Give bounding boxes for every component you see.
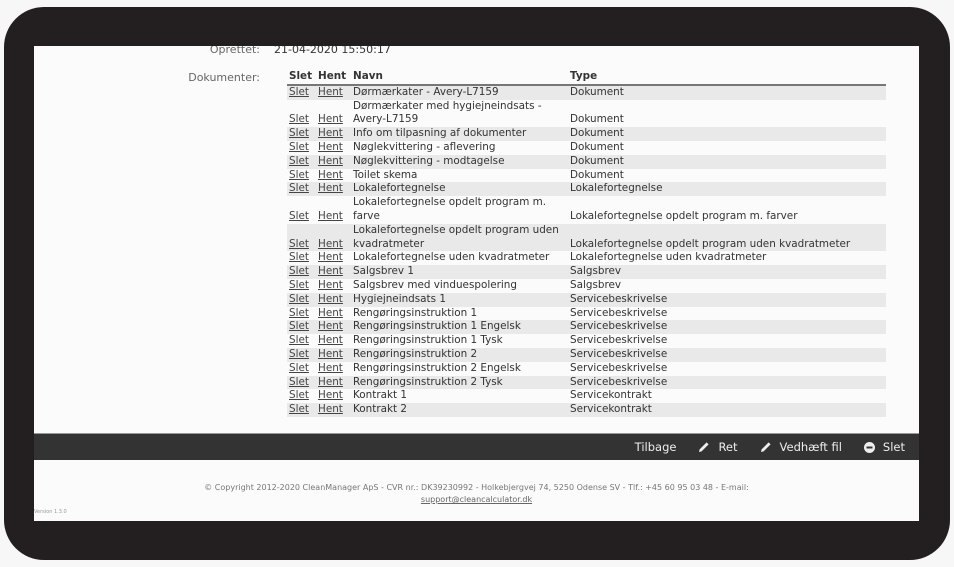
table-row [287, 279, 886, 293]
delete-cell [287, 196, 316, 224]
created-row [34, 46, 391, 56]
document-type: Dokument [570, 168, 624, 181]
delete-document-link[interactable]: Slet [289, 85, 309, 98]
delete-cell [287, 389, 316, 403]
document-name: Avery-L7159 [353, 113, 419, 126]
table-row [287, 100, 886, 128]
type-cell [568, 100, 886, 128]
table-row [287, 320, 886, 334]
download-cell [316, 279, 351, 293]
pencil-icon [698, 441, 710, 453]
document-name: farve [353, 209, 380, 222]
delete-label: Slet [882, 440, 905, 454]
edit-button[interactable] [698, 440, 737, 454]
document-type: Servicebeskrivelse [570, 306, 668, 319]
delete-document-link[interactable]: Slet [289, 127, 309, 140]
delete-document-link[interactable]: Slet [289, 320, 309, 333]
type-cell [568, 293, 886, 307]
download-document-link[interactable]: Hent [318, 237, 343, 250]
download-document-link[interactable]: Hent [318, 334, 343, 347]
download-document-link[interactable]: Hent [318, 320, 343, 333]
document-name: Lokalefortegnelse [353, 182, 446, 195]
download-cell [316, 100, 351, 128]
table-row [287, 376, 886, 390]
minus-circle-icon [864, 442, 875, 453]
download-cell [316, 127, 351, 141]
delete-cell [287, 141, 316, 155]
name-cell [351, 293, 568, 307]
document-name: Hygiejneindsats 1 [353, 292, 446, 305]
documents-label: Dokumenter: [188, 71, 260, 84]
name-cell [351, 389, 568, 403]
name-cell [351, 265, 568, 279]
download-document-link[interactable]: Hent [318, 209, 343, 222]
download-document-link[interactable]: Hent [318, 361, 343, 374]
download-document-link[interactable]: Hent [318, 85, 343, 98]
document-type: Dokument [570, 140, 624, 153]
download-cell [316, 196, 351, 224]
type-cell [568, 376, 886, 390]
type-cell [568, 224, 886, 252]
created-label: Oprettet: [209, 46, 260, 56]
document-type: Servicebeskrivelse [570, 347, 668, 360]
back-button[interactable] [635, 440, 677, 454]
table-row [287, 169, 886, 183]
download-cell [316, 348, 351, 362]
delete-cell [287, 182, 316, 196]
delete-cell [287, 376, 316, 390]
document-name: Rengøringsinstruktion 1 Engelsk [353, 320, 521, 333]
download-document-link[interactable]: Hent [318, 347, 343, 360]
type-cell [568, 251, 886, 265]
download-cell [316, 293, 351, 307]
table-row [287, 334, 886, 348]
download-cell [316, 403, 351, 417]
header-hent: Hent [316, 70, 351, 85]
delete-cell [287, 265, 316, 279]
table-row [287, 155, 886, 169]
document-name-line1: Dørmærkater med hygiejneindsats - [353, 99, 542, 112]
table-row [287, 224, 886, 252]
type-cell [568, 196, 886, 224]
type-cell [568, 307, 886, 321]
delete-cell [287, 85, 316, 100]
document-type: Lokalefortegnelse uden kvadratmeter [570, 251, 767, 264]
download-document-link[interactable]: Hent [318, 113, 343, 126]
download-document-link[interactable]: Hent [318, 140, 343, 153]
delete-cell [287, 224, 316, 252]
delete-document-link[interactable]: Slet [289, 403, 309, 416]
download-document-link[interactable]: Hent [318, 127, 343, 140]
document-type: Lokalefortegnelse [570, 182, 663, 195]
download-cell [316, 251, 351, 265]
name-cell [351, 100, 568, 128]
delete-button[interactable] [864, 440, 905, 454]
name-cell [351, 155, 568, 169]
download-document-link[interactable]: Hent [318, 403, 343, 416]
download-cell [316, 224, 351, 252]
document-type: Servicebeskrivelse [570, 334, 668, 347]
screen [34, 46, 919, 521]
type-cell [568, 362, 886, 376]
document-type: Lokalefortegnelse opdelt program uden kvadratmeter [570, 237, 851, 250]
document-type: Servicekontrakt [570, 403, 652, 416]
document-name: Salgsbrev med vinduespolering [353, 278, 517, 291]
type-cell [568, 265, 886, 279]
delete-document-link[interactable]: Slet [289, 306, 309, 319]
document-type: Dokument [570, 85, 624, 98]
name-cell [351, 348, 568, 362]
delete-document-link[interactable]: Slet [289, 140, 309, 153]
delete-document-link[interactable]: Slet [289, 334, 309, 347]
document-name: Nøglekvittering - modtagelse [353, 154, 505, 167]
footer [34, 460, 919, 521]
document-name: Rengøringsinstruktion 2 Tysk [353, 375, 503, 388]
delete-cell [287, 293, 316, 307]
type-cell [568, 279, 886, 293]
delete-cell [287, 279, 316, 293]
table-row [287, 403, 886, 417]
delete-document-link[interactable]: Slet [289, 113, 309, 126]
version-label: Version 1.3.0 [34, 509, 67, 515]
document-type: Servicekontrakt [570, 389, 652, 402]
download-document-link[interactable]: Hent [318, 375, 343, 388]
download-document-link[interactable]: Hent [318, 182, 343, 195]
name-cell [351, 320, 568, 334]
download-document-link[interactable]: Hent [318, 265, 343, 278]
table-row [287, 293, 886, 307]
type-cell [568, 320, 886, 334]
table-header-row [287, 70, 886, 85]
attach-file-button[interactable] [760, 440, 842, 454]
name-cell [351, 307, 568, 321]
delete-cell [287, 403, 316, 417]
delete-cell [287, 320, 316, 334]
back-label: Tilbage [634, 440, 677, 454]
document-name: Nøglekvittering - aflevering [353, 140, 496, 153]
document-type: Dokument [570, 127, 624, 140]
delete-cell [287, 362, 316, 376]
name-cell [351, 196, 568, 224]
action-bar [34, 433, 919, 460]
document-type: Salgsbrev [570, 265, 622, 278]
name-cell [351, 141, 568, 155]
name-cell [351, 362, 568, 376]
download-document-link[interactable]: Hent [318, 306, 343, 319]
download-cell [316, 85, 351, 100]
table-row [287, 141, 886, 155]
download-cell [316, 169, 351, 183]
delete-cell [287, 307, 316, 321]
table-row [287, 85, 886, 100]
delete-cell [287, 169, 316, 183]
download-document-link[interactable]: Hent [318, 168, 343, 181]
table-row [287, 362, 886, 376]
header-slet: Slet [287, 70, 316, 85]
name-cell [351, 127, 568, 141]
download-cell [316, 265, 351, 279]
delete-document-link[interactable]: Slet [289, 265, 309, 278]
delete-document-link[interactable]: Slet [289, 278, 309, 291]
download-cell [316, 182, 351, 196]
document-name: Kontrakt 1 [353, 389, 407, 402]
document-type: Servicebeskrivelse [570, 320, 668, 333]
name-cell [351, 169, 568, 183]
delete-document-link[interactable]: Slet [289, 168, 309, 181]
document-name: Salgsbrev 1 [353, 265, 414, 278]
document-name: kvadratmeter [353, 237, 425, 250]
copyright-text: © Copyright 2012-2020 CleanManager ApS - CVR nr.: DK39230992 - Holkebjergvej 74, 5250 Odense SV - Tlf.: +45 60 95 03 48 - E-mail: [204, 483, 749, 492]
delete-cell [287, 100, 316, 128]
table-row [287, 182, 886, 196]
name-cell [351, 376, 568, 390]
delete-document-link[interactable]: Slet [289, 182, 309, 195]
delete-document-link[interactable]: Slet [289, 347, 309, 360]
type-cell [568, 403, 886, 417]
type-cell [568, 127, 886, 141]
document-type: Dokument [570, 154, 624, 167]
download-cell [316, 141, 351, 155]
document-name: Dørmærkater - Avery-L7159 [353, 85, 499, 98]
delete-document-link[interactable]: Slet [289, 209, 309, 222]
document-name: Rengøringsinstruktion 2 [353, 347, 478, 360]
download-cell [316, 389, 351, 403]
download-cell [316, 362, 351, 376]
document-details [34, 46, 919, 433]
table-row [287, 196, 886, 224]
download-document-link[interactable]: Hent [318, 154, 343, 167]
name-cell [351, 224, 568, 252]
document-name-line1: Lokalefortegnelse opdelt program m. [353, 196, 547, 209]
name-cell [351, 251, 568, 265]
delete-document-link[interactable]: Slet [289, 375, 309, 388]
delete-cell [287, 334, 316, 348]
support-email-link[interactable]: support@cleancalculator.dk [420, 495, 533, 504]
documents-table [287, 70, 886, 417]
type-cell [568, 155, 886, 169]
header-navn: Navn [351, 70, 568, 85]
name-cell [351, 182, 568, 196]
document-name: Info om tilpasning af dokumenter [353, 127, 527, 140]
type-cell [568, 182, 886, 196]
name-cell [351, 403, 568, 417]
table-row [287, 348, 886, 362]
document-type: Servicebeskrivelse [570, 361, 668, 374]
table-row [287, 265, 886, 279]
edit-label: Ret [718, 440, 738, 454]
document-name: Rengøringsinstruktion 2 Engelsk [353, 361, 521, 374]
table-row [287, 127, 886, 141]
delete-cell [287, 348, 316, 362]
download-document-link[interactable]: Hent [318, 292, 343, 305]
documents-row [34, 71, 274, 84]
delete-cell [287, 251, 316, 265]
document-name: Lokalefortegnelse uden kvadratmeter [353, 251, 550, 264]
type-cell [568, 389, 886, 403]
table-row [287, 307, 886, 321]
type-cell [568, 334, 886, 348]
delete-document-link[interactable]: Slet [289, 292, 309, 305]
documents-table-body [287, 85, 886, 417]
document-type: Dokument [570, 113, 624, 126]
download-document-link[interactable]: Hent [318, 278, 343, 291]
delete-cell [287, 127, 316, 141]
delete-document-link[interactable]: Slet [289, 389, 309, 402]
delete-document-link[interactable]: Slet [289, 361, 309, 374]
delete-cell [287, 155, 316, 169]
download-cell [316, 307, 351, 321]
pencil-icon [760, 441, 772, 453]
document-name: Toilet skema [353, 168, 418, 181]
download-document-link[interactable]: Hent [318, 389, 343, 402]
document-type: Servicebeskrivelse [570, 375, 668, 388]
download-cell [316, 376, 351, 390]
download-cell [316, 155, 351, 169]
document-name-line1: Lokalefortegnelse opdelt program uden [353, 223, 559, 236]
name-cell [351, 85, 568, 100]
delete-document-link[interactable]: Slet [289, 154, 309, 167]
document-name: Rengøringsinstruktion 1 Tysk [353, 334, 503, 347]
header-type: Type [568, 70, 886, 85]
type-cell [568, 85, 886, 100]
download-cell [316, 334, 351, 348]
table-row [287, 251, 886, 265]
document-type: Lokalefortegnelse opdelt program m. farver [570, 209, 798, 222]
download-cell [316, 320, 351, 334]
delete-document-link[interactable]: Slet [289, 251, 309, 264]
document-name: Rengøringsinstruktion 1 [353, 306, 478, 319]
table-row [287, 389, 886, 403]
delete-document-link[interactable]: Slet [289, 237, 309, 250]
document-type: Servicebeskrivelse [570, 292, 668, 305]
created-value: 21-04-2020 15:50:17 [274, 46, 391, 56]
type-cell [568, 348, 886, 362]
download-document-link[interactable]: Hent [318, 251, 343, 264]
document-type: Salgsbrev [570, 278, 622, 291]
name-cell [351, 334, 568, 348]
document-name: Kontrakt 2 [353, 403, 407, 416]
type-cell [568, 141, 886, 155]
attach-file-label: Vedhæft fil [779, 440, 842, 454]
name-cell [351, 279, 568, 293]
type-cell [568, 169, 886, 183]
